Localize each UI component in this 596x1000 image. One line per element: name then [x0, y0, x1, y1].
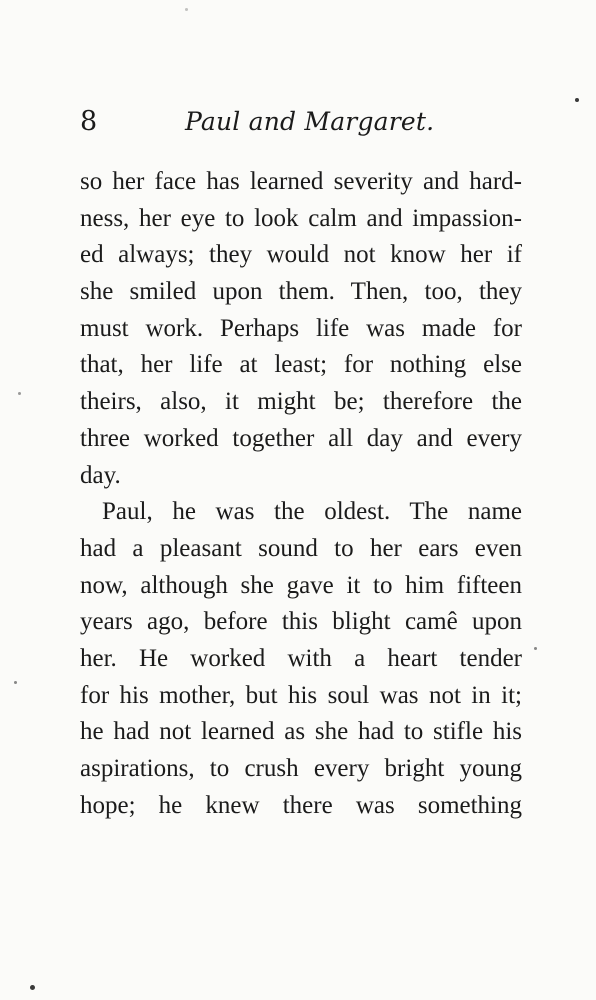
- text-line: hope; he knew there was something: [80, 791, 522, 819]
- text-line: she smiled upon them. Then, too, they: [80, 278, 522, 306]
- text-line: ed always; they would not know her if: [80, 241, 522, 269]
- text-line: now, although she gave it to him fifteen: [80, 571, 522, 599]
- text-line: theirs, also, it might be; therefore the: [80, 388, 522, 416]
- ink-speck: [534, 647, 537, 650]
- text-line: must work. Perhaps life was made for: [80, 314, 522, 342]
- text-line: for his mother, but his soul was not in it;: [80, 681, 522, 709]
- text-line: aspirations, to crush every bright young: [80, 755, 522, 782]
- running-title: Paul and Margaret.: [185, 107, 435, 136]
- text-line: years ago, before this blight camê upon: [80, 608, 522, 636]
- body-text: [80, 164, 522, 824]
- ink-speck: [18, 392, 21, 395]
- text-line: day.: [80, 461, 121, 489]
- ink-speck: [185, 8, 188, 11]
- paragraph-2: [80, 494, 522, 824]
- page-header: [80, 104, 520, 140]
- page-number: 8: [80, 106, 98, 137]
- ink-speck: [30, 985, 35, 990]
- paragraph-1: [80, 164, 522, 494]
- text-line: had a pleasant sound to her ears even: [80, 534, 522, 562]
- text-line: her. He worked with a heart tender: [80, 644, 522, 672]
- text-line: he had not learned as she had to stifle his: [80, 718, 522, 746]
- ink-speck: [14, 681, 17, 684]
- text-line: that, her life at least; for nothing else: [80, 351, 522, 379]
- text-line: ness, her eye to look calm and impassion-: [80, 204, 522, 232]
- text-line: Paul, he was the oldest. The name: [102, 498, 522, 526]
- ink-speck: [575, 98, 579, 102]
- text-line: so her face has learned severity and hard-: [80, 168, 522, 195]
- text-line: three worked together all day and every: [80, 424, 522, 452]
